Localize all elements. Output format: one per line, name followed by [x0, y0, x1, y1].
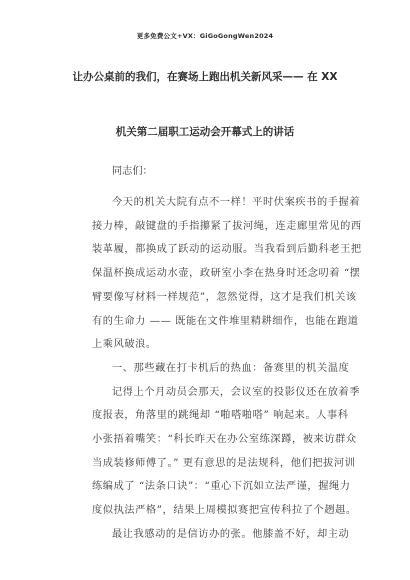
body-line: 臂要像写材料一样规范”，忽然觉得，这才是我们机关该 — [92, 291, 357, 303]
body-line: 上乘风破浪。 — [92, 339, 157, 351]
body-line: 一、那些藏在打卡机后的热血：备赛里的机关温度 — [112, 362, 350, 374]
body-line: 装革履，都换成了跃动的运动服。当我看到后勤科老王把 — [92, 244, 362, 256]
title-line-2: 机关第二届职工运动会开幕式上的讲话 — [115, 126, 295, 138]
body-line: 保温杯换成运动水壶，政研室小李在热身时还念叨着 “摆 — [92, 268, 361, 280]
body-line: 度报表，角落里的跳绳却 “啪嗒啪嗒” 响起来。人事科 — [92, 410, 349, 422]
body-line: 小张捂着嘴笑：“科长昨天在办公室练深蹲，被来访群众 — [92, 434, 357, 445]
body-line: 度似执法严格”，结果上周模拟赛把宣传科拉了个趔趄。 — [92, 505, 357, 517]
body-line: 当成装修师傅了。” 更有意思的是法规科，他们把拔河训 — [92, 457, 356, 469]
body-line: 接力棒，敲键盘的手指攥紧了拔河绳，连走廊里常见的西 — [92, 220, 362, 232]
body-line: 记得上个月动员会那天，会议室的投影仪还在放着季 — [112, 386, 361, 398]
body-line: 今天的机关大院有点不一样！平时伏案疾书的手握着 — [112, 197, 361, 208]
header-note: 更多免费公文+VX：GiGoGongWen2024 — [136, 32, 274, 40]
body-line: 最让我感动的是信访办的张。他膝盖不好，却主动 — [112, 528, 350, 540]
body-line: 有的生命力 —— 既能在文件堆里精耕细作，也能在跑道 — [92, 315, 359, 327]
greeting: 同志们： — [112, 166, 153, 177]
body-line: 练编成了 “法条口诀”：“重心下沉如立法严谨，握绳力 — [92, 481, 351, 493]
title-line-1: 让办公桌前的我们，在赛场上跑出机关新风采—— 在 XX — [72, 71, 338, 83]
